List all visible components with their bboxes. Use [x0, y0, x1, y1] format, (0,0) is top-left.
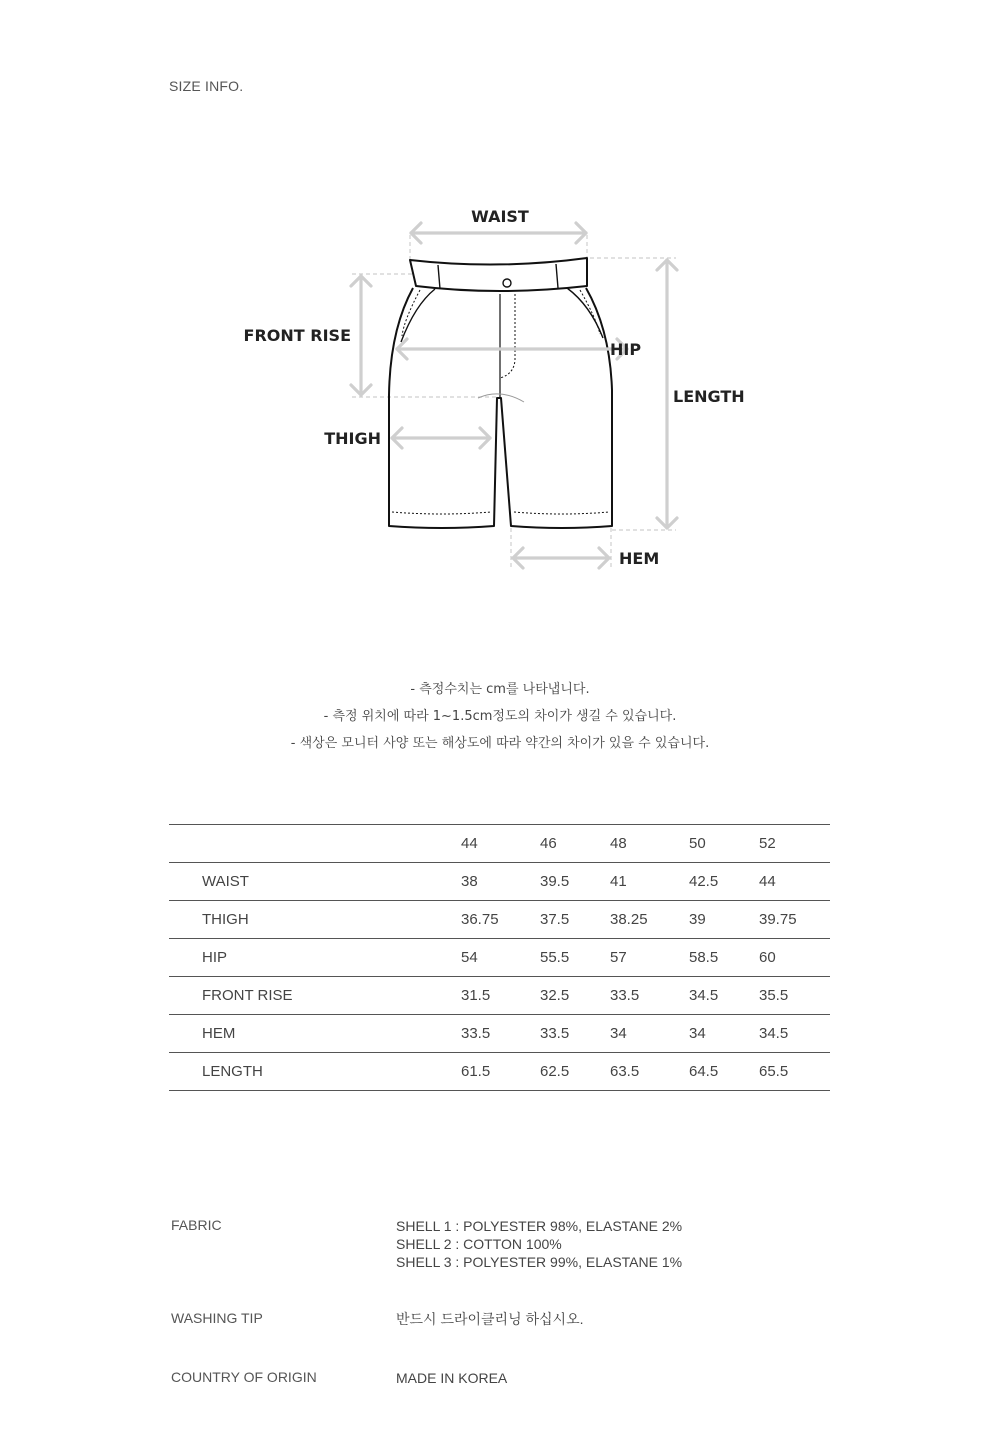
table-cell: 62.5 [540, 1053, 610, 1091]
table-row [169, 977, 830, 1015]
row-label: FRONT RISE [169, 977, 461, 1015]
size-table [169, 824, 830, 1091]
note-line: - 측정수치는 cm를 나타냅니다. [410, 682, 590, 697]
measurement-notes [0, 680, 1000, 761]
table-cell: 39.5 [540, 863, 610, 901]
row-label: HIP [169, 939, 461, 977]
thigh-label: THIGH [324, 429, 381, 448]
table-cell: 34 [610, 1015, 689, 1053]
table-cell: 33.5 [610, 977, 689, 1015]
table-cell: 60 [759, 939, 830, 977]
table-cell: 65.5 [759, 1053, 830, 1091]
table-cell: 39.75 [759, 901, 830, 939]
waist-label: WAIST [471, 207, 529, 226]
size-header-cell: 48 [610, 825, 689, 863]
table-cell: 36.75 [461, 901, 540, 939]
table-cell: 38.25 [610, 901, 689, 939]
table-cell: 57 [610, 939, 689, 977]
hem-label: HEM [619, 549, 660, 568]
size-header-cell: 52 [759, 825, 830, 863]
table-cell: 44 [759, 863, 830, 901]
table-cell: 42.5 [689, 863, 759, 901]
fabric-line: SHELL 1 : POLYESTER 98%, ELASTANE 2% [396, 1218, 683, 1234]
washing-tip-value: 반드시 드라이클리닝 하십시오. [396, 1311, 584, 1327]
length-label: LENGTH [673, 387, 745, 406]
fabric-label: FABRIC [171, 1217, 222, 1233]
waist-arrow [411, 223, 586, 243]
origin-label: COUNTRY OF ORIGIN [171, 1369, 317, 1385]
header-blank-cell [169, 825, 461, 863]
fabric-line: SHELL 3 : POLYESTER 99%, ELASTANE 1% [396, 1254, 683, 1270]
section-title: SIZE INFO. [169, 78, 244, 94]
table-row [169, 939, 830, 977]
row-label: WAIST [169, 863, 461, 901]
hip-label: HIP [610, 340, 642, 359]
table-row [169, 863, 830, 901]
table-cell: 33.5 [540, 1015, 610, 1053]
hip-arrow [397, 339, 627, 359]
table-cell: 33.5 [461, 1015, 540, 1053]
origin-value: MADE IN KOREA [396, 1370, 508, 1386]
table-cell: 61.5 [461, 1053, 540, 1091]
size-header-cell: 44 [461, 825, 540, 863]
table-cell: 39 [689, 901, 759, 939]
size-diagram [0, 0, 1000, 620]
table-cell: 34 [689, 1015, 759, 1053]
size-header-row [169, 825, 830, 863]
table-cell: 58.5 [689, 939, 759, 977]
table-cell: 37.5 [540, 901, 610, 939]
table-row [169, 1015, 830, 1053]
fabric-value [396, 1217, 816, 1271]
size-header-cell: 50 [689, 825, 759, 863]
table-cell: 64.5 [689, 1053, 759, 1091]
table-cell: 35.5 [759, 977, 830, 1015]
front-rise-arrow [351, 276, 371, 395]
table-cell: 54 [461, 939, 540, 977]
note-line: - 측정 위치에 따라 1~1.5cm정도의 차이가 생길 수 있습니다. [323, 709, 677, 724]
table-cell: 32.5 [540, 977, 610, 1015]
table-row [169, 1053, 830, 1091]
row-label: THIGH [169, 901, 461, 939]
hem-arrow [513, 548, 609, 568]
size-header-cell: 46 [540, 825, 610, 863]
front-rise-label: FRONT RISE [243, 326, 351, 345]
row-label: HEM [169, 1015, 461, 1053]
washing-tip-label: WASHING TIP [171, 1310, 263, 1326]
table-cell: 31.5 [461, 977, 540, 1015]
table-cell: 63.5 [610, 1053, 689, 1091]
table-cell: 55.5 [540, 939, 610, 977]
table-cell: 41 [610, 863, 689, 901]
row-label: LENGTH [169, 1053, 461, 1091]
shorts-outline [389, 258, 612, 528]
thigh-arrow [392, 428, 490, 448]
table-cell: 34.5 [689, 977, 759, 1015]
table-row [169, 901, 830, 939]
note-line: - 색상은 모니터 사양 또는 해상도에 따라 약간의 차이가 있을 수 있습니다. [290, 736, 710, 751]
table-cell: 34.5 [759, 1015, 830, 1053]
table-cell: 38 [461, 863, 540, 901]
fabric-line: SHELL 2 : COTTON 100% [396, 1236, 562, 1252]
